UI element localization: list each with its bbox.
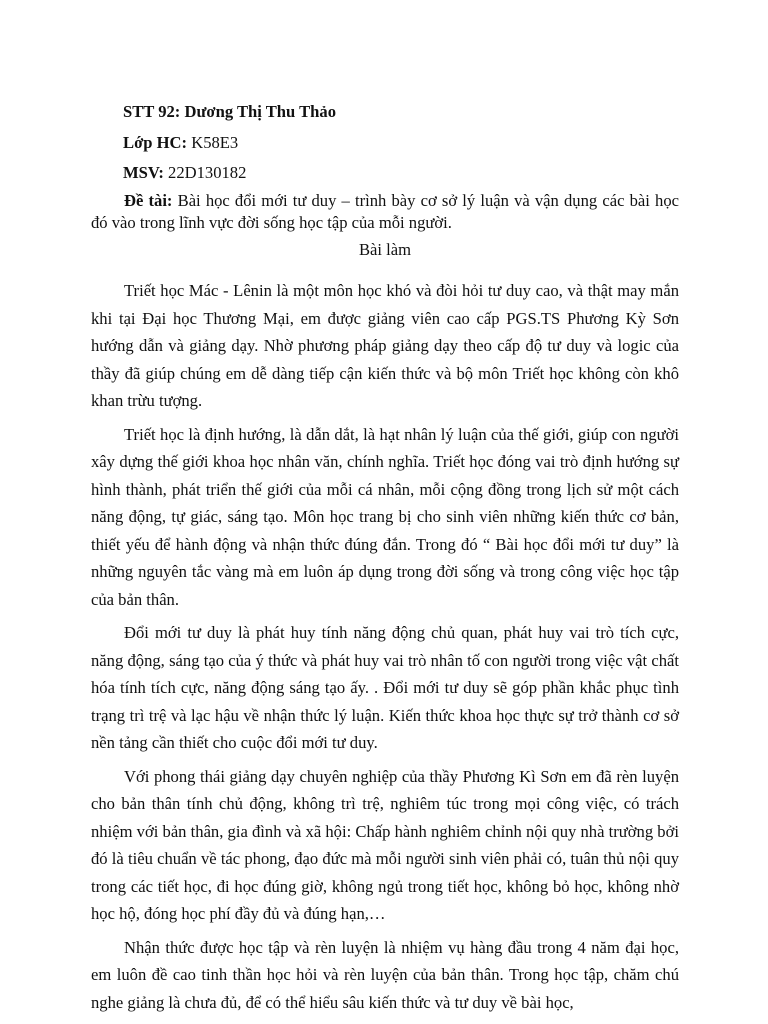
paragraph-2: Triết học là định hướng, là dẫn dắt, là hạt nhân lý luận của thế giới, giúp con người xây dựng thế giới khoa học nhân văn, chính nghĩa. Triết học đóng vai trò định hướng sự hình thành, phát triển thế giới của mỗi cá nhân, mỗi cộng đồng trong lịch sử một cách năng động, tự giác, sáng tạo. Môn học trang bị cho sinh viên những kiến thức cơ bản, thiết yếu để hành động và nhận thức đúng đắn. Trong đó “ Bài học đổi mới tư duy” là những nguyên tắc vàng mà em luôn áp dụng trong đời sống và trong công việc học tập của bản thân.	[91, 424, 679, 609]
class-label: Lớp HC:	[123, 132, 188, 152]
document-body	[91, 98, 679, 1016]
student-id-label: MSV:	[123, 163, 164, 182]
topic-value: Bài học đổi mới tư duy – trình bày cơ sở lý luận và vận dụng các bài học đó vào trong lĩnh vực đời sống học tập của mỗi người.	[91, 190, 679, 232]
topic-label: Đề tài:	[124, 190, 173, 210]
student-id-value: 22D130182	[163, 163, 247, 182]
student-id-line	[123, 159, 679, 187]
student-name-line	[123, 98, 679, 126]
paragraph-5: Nhận thức được học tập và rèn luyện là nhiệm vụ hàng đầu trong 4 năm đại học, em luôn đề cao tinh thần học hỏi và rèn luyện của bản thân. Trong học tập, chăm chú nghe giảng là chưa đủ, để có thể hiểu sâu kiến thức và tư duy về bài học,	[91, 937, 679, 1012]
class-line	[123, 129, 679, 157]
student-name: STT 92: Dương Thị Thu Thảo	[123, 102, 337, 121]
class-value: K58E3	[187, 132, 239, 152]
section-heading: Bài làm	[358, 239, 412, 259]
topic-line	[91, 190, 679, 234]
paragraph-4: Với phong thái giảng dạy chuyên nghiệp của thầy Phương Kì Sơn em đã rèn luyện cho bản thân tính chủ động, không trì trệ, nghiêm túc trong mọi công việc, có trách nhiệm với bản thân, gia đình và xã hội: Chấp hành nghiêm chỉnh nội quy nhà trường bởi đó là tiêu chuẩn về tác phong, đạo đức mà mỗi người sinh viên phải có, tuân thủ nội quy trong các tiết học, đi học đúng giờ, không ngủ trong tiết học, không bỏ học, không nhờ học hộ, đóng học phí đầy đủ và đúng hạn,…	[91, 766, 679, 923]
paragraph-3: Đổi mới tư duy là phát huy tính năng động chủ quan, phát huy vai trò tích cực, năng động, sáng tạo của ý thức và phát huy vai trò nhân tố con người trong việc vật chất hóa tính tích cực, năng động sáng tạo ấy. . Đổi mới tư duy sẽ góp phần khắc phục tình trạng trì trệ và lạc hậu về nhận thức lý luận. Kiến thức khoa học thực sự trở thành cơ sở nền tảng cần thiết cho cuộc đổi mới tư duy.	[91, 623, 679, 752]
paragraph-1: Triết học Mác - Lênin là một môn học khó và đòi hỏi tư duy cao, và thật may mắn khi tại Đại học Thương Mại, em được giảng viên cao cấp PGS.TS Phương Kỳ Sơn hướng dẫn và giảng dạy. Nhờ phương pháp giảng dạy theo cấp độ tư duy và logic của thầy đã giúp chúng em dễ dàng tiếp cận kiến thức và bộ môn Triết học không còn khô khan trừu tượng.	[91, 281, 679, 410]
